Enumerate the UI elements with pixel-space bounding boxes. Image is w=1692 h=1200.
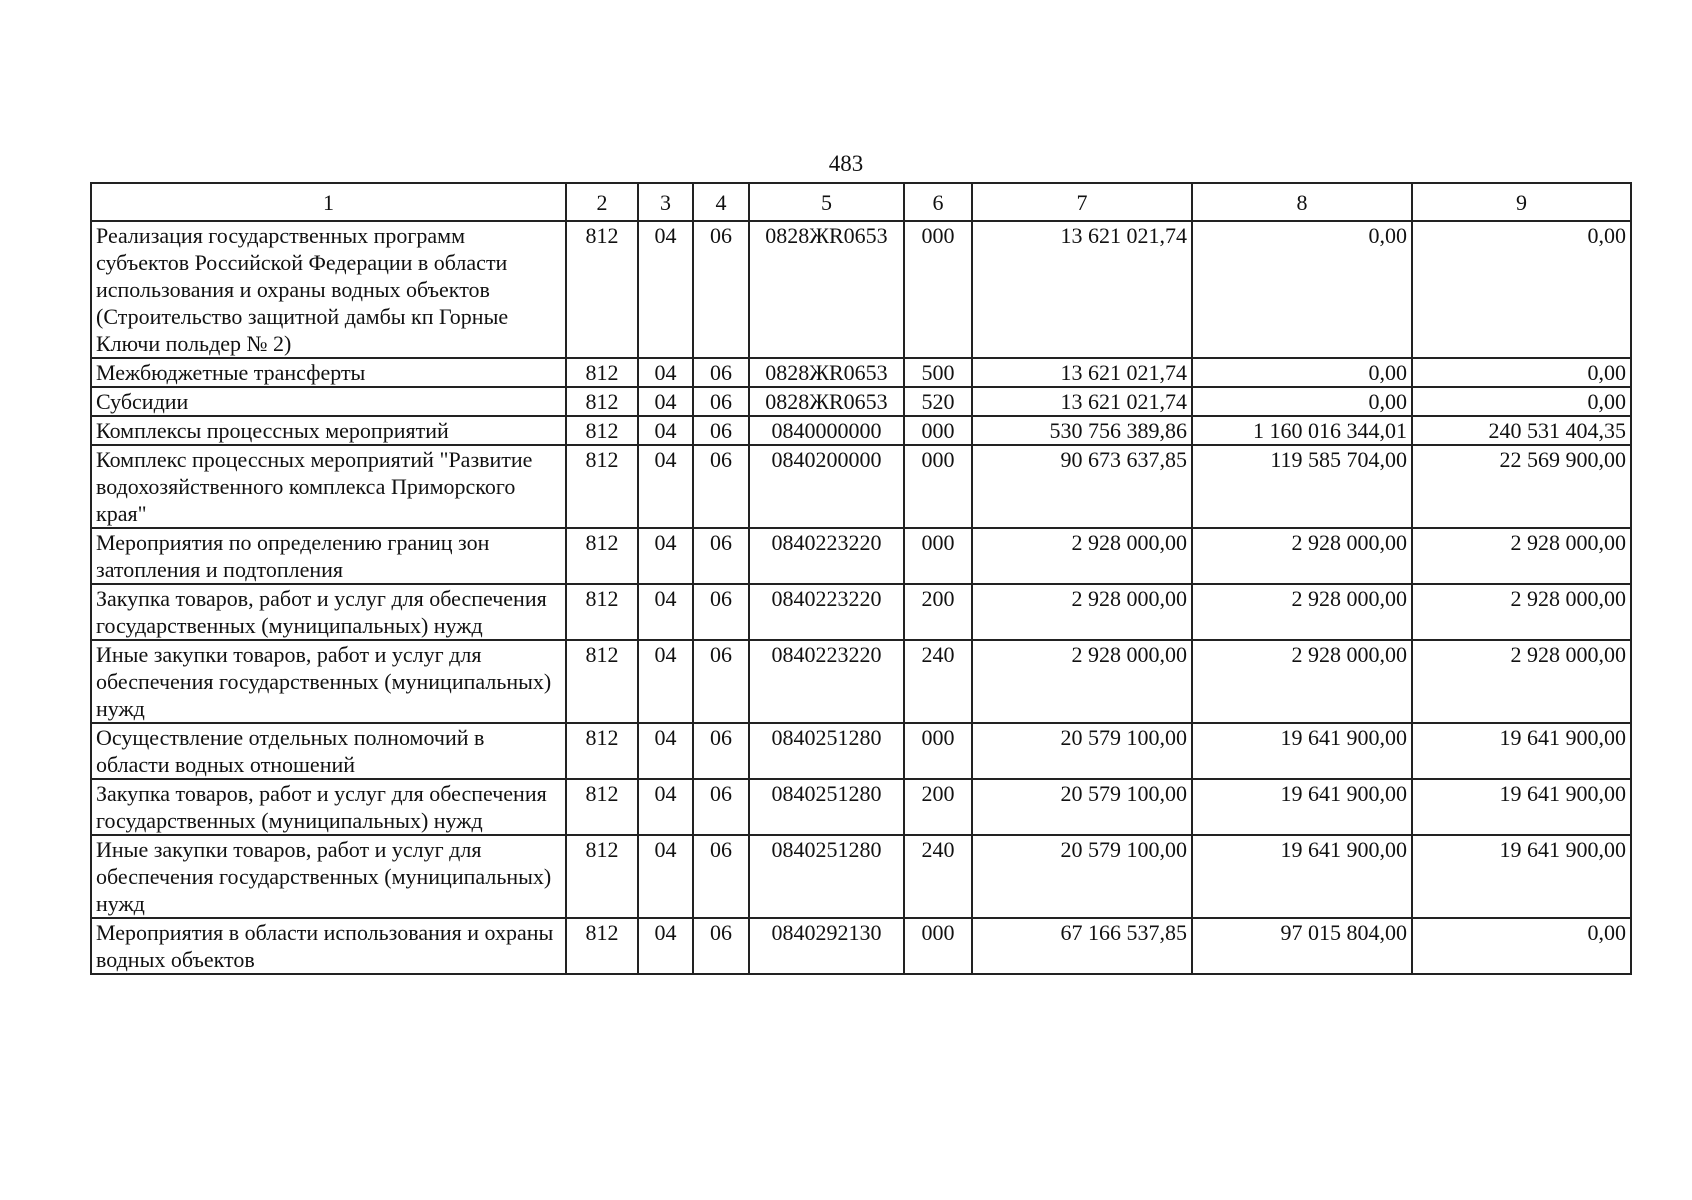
amount-col8-cell: 19 641 900,00 bbox=[1192, 723, 1412, 779]
table-row bbox=[91, 779, 1631, 835]
column-header: 1 bbox=[91, 183, 566, 221]
column-header: 3 bbox=[638, 183, 693, 221]
expense-type-code-cell: 000 bbox=[904, 221, 972, 358]
expense-type-code-cell: 000 bbox=[904, 445, 972, 528]
subsection-code-cell: 06 bbox=[693, 640, 749, 723]
column-header: 7 bbox=[972, 183, 1192, 221]
row-name-cell: Комплексы процессных мероприятий bbox=[91, 416, 566, 445]
page-number: 483 bbox=[828, 151, 864, 176]
subsection-code-cell: 06 bbox=[693, 416, 749, 445]
subsection-code-cell: 06 bbox=[693, 723, 749, 779]
amount-col8-cell: 0,00 bbox=[1192, 221, 1412, 358]
column-header: 4 bbox=[693, 183, 749, 221]
target-article-code-cell: 0840223220 bbox=[749, 584, 904, 640]
amount-col9-cell: 0,00 bbox=[1412, 387, 1631, 416]
subsection-code-cell: 06 bbox=[693, 835, 749, 918]
table-row bbox=[91, 416, 1631, 445]
amount-col7-cell: 20 579 100,00 bbox=[972, 835, 1192, 918]
section-code-cell: 812 bbox=[566, 584, 638, 640]
target-article-code-cell: 0840000000 bbox=[749, 416, 904, 445]
table-body bbox=[91, 221, 1631, 974]
chapter-code-cell: 04 bbox=[638, 445, 693, 528]
amount-col7-cell: 90 673 637,85 bbox=[972, 445, 1192, 528]
subsection-code-cell: 06 bbox=[693, 445, 749, 528]
row-name-cell: Иные закупки товаров, работ и услуг для обеспечения государственных (муниципальных) нужд bbox=[91, 835, 566, 918]
subsection-code-cell: 06 bbox=[693, 528, 749, 584]
target-article-code-cell: 0840200000 bbox=[749, 445, 904, 528]
section-code-cell: 812 bbox=[566, 358, 638, 387]
amount-col7-cell: 2 928 000,00 bbox=[972, 584, 1192, 640]
section-code-cell: 812 bbox=[566, 779, 638, 835]
column-header: 8 bbox=[1192, 183, 1412, 221]
row-name-cell: Иные закупки товаров, работ и услуг для обеспечения государственных (муниципальных) нужд bbox=[91, 640, 566, 723]
table-row bbox=[91, 918, 1631, 974]
subsection-code-cell: 06 bbox=[693, 221, 749, 358]
row-name-cell: Мероприятия по определению границ зон затопления и подтопления bbox=[91, 528, 566, 584]
amount-col8-cell: 19 641 900,00 bbox=[1192, 779, 1412, 835]
expense-type-code-cell: 000 bbox=[904, 723, 972, 779]
amount-col9-cell: 240 531 404,35 bbox=[1412, 416, 1631, 445]
section-code-cell: 812 bbox=[566, 445, 638, 528]
amount-col8-cell: 0,00 bbox=[1192, 358, 1412, 387]
amount-col9-cell: 0,00 bbox=[1412, 358, 1631, 387]
amount-col9-cell: 2 928 000,00 bbox=[1412, 640, 1631, 723]
amount-col8-cell: 2 928 000,00 bbox=[1192, 528, 1412, 584]
row-name-cell: Межбюджетные трансферты bbox=[91, 358, 566, 387]
amount-col7-cell: 2 928 000,00 bbox=[972, 528, 1192, 584]
table-row bbox=[91, 528, 1631, 584]
amount-col9-cell: 0,00 bbox=[1412, 918, 1631, 974]
target-article-code-cell: 0840292130 bbox=[749, 918, 904, 974]
row-name-cell: Мероприятия в области использования и охраны водных объектов bbox=[91, 918, 566, 974]
chapter-code-cell: 04 bbox=[638, 358, 693, 387]
target-article-code-cell: 0840251280 bbox=[749, 723, 904, 779]
expense-type-code-cell: 000 bbox=[904, 528, 972, 584]
chapter-code-cell: 04 bbox=[638, 416, 693, 445]
amount-col7-cell: 530 756 389,86 bbox=[972, 416, 1192, 445]
column-header: 6 bbox=[904, 183, 972, 221]
amount-col8-cell: 2 928 000,00 bbox=[1192, 584, 1412, 640]
target-article-code-cell: 0840223220 bbox=[749, 528, 904, 584]
amount-col7-cell: 13 621 021,74 bbox=[972, 358, 1192, 387]
table-row bbox=[91, 358, 1631, 387]
row-name-cell: Закупка товаров, работ и услуг для обеспечения государственных (муниципальных) нужд bbox=[91, 779, 566, 835]
expense-type-code-cell: 000 bbox=[904, 416, 972, 445]
amount-col8-cell: 0,00 bbox=[1192, 387, 1412, 416]
amount-col8-cell: 2 928 000,00 bbox=[1192, 640, 1412, 723]
subsection-code-cell: 06 bbox=[693, 779, 749, 835]
amount-col7-cell: 67 166 537,85 bbox=[972, 918, 1192, 974]
table-row bbox=[91, 835, 1631, 918]
target-article-code-cell: 0828ЖR0653 bbox=[749, 358, 904, 387]
section-code-cell: 812 bbox=[566, 723, 638, 779]
table-row bbox=[91, 723, 1631, 779]
section-code-cell: 812 bbox=[566, 835, 638, 918]
subsection-code-cell: 06 bbox=[693, 358, 749, 387]
table-row bbox=[91, 584, 1631, 640]
row-name-cell: Субсидии bbox=[91, 387, 566, 416]
chapter-code-cell: 04 bbox=[638, 221, 693, 358]
section-code-cell: 812 bbox=[566, 640, 638, 723]
amount-col9-cell: 19 641 900,00 bbox=[1412, 723, 1631, 779]
section-code-cell: 812 bbox=[566, 387, 638, 416]
target-article-code-cell: 0828ЖR0653 bbox=[749, 221, 904, 358]
column-header: 2 bbox=[566, 183, 638, 221]
table-row bbox=[91, 445, 1631, 528]
chapter-code-cell: 04 bbox=[638, 584, 693, 640]
target-article-code-cell: 0828ЖR0653 bbox=[749, 387, 904, 416]
target-article-code-cell: 0840251280 bbox=[749, 835, 904, 918]
expense-type-code-cell: 000 bbox=[904, 918, 972, 974]
chapter-code-cell: 04 bbox=[638, 918, 693, 974]
amount-col9-cell: 2 928 000,00 bbox=[1412, 528, 1631, 584]
target-article-code-cell: 0840223220 bbox=[749, 640, 904, 723]
row-name-cell: Закупка товаров, работ и услуг для обеспечения государственных (муниципальных) нужд bbox=[91, 584, 566, 640]
chapter-code-cell: 04 bbox=[638, 779, 693, 835]
row-name-cell: Осуществление отдельных полномочий в области водных отношений bbox=[91, 723, 566, 779]
budget-table bbox=[90, 182, 1632, 975]
subsection-code-cell: 06 bbox=[693, 387, 749, 416]
table-row bbox=[91, 640, 1631, 723]
amount-col7-cell: 2 928 000,00 bbox=[972, 640, 1192, 723]
amount-col9-cell: 19 641 900,00 bbox=[1412, 835, 1631, 918]
chapter-code-cell: 04 bbox=[638, 640, 693, 723]
amount-col7-cell: 13 621 021,74 bbox=[972, 387, 1192, 416]
section-code-cell: 812 bbox=[566, 416, 638, 445]
target-article-code-cell: 0840251280 bbox=[749, 779, 904, 835]
amount-col9-cell: 2 928 000,00 bbox=[1412, 584, 1631, 640]
chapter-code-cell: 04 bbox=[638, 723, 693, 779]
expense-type-code-cell: 200 bbox=[904, 779, 972, 835]
amount-col7-cell: 13 621 021,74 bbox=[972, 221, 1192, 358]
subsection-code-cell: 06 bbox=[693, 584, 749, 640]
chapter-code-cell: 04 bbox=[638, 387, 693, 416]
amount-col8-cell: 19 641 900,00 bbox=[1192, 835, 1412, 918]
subsection-code-cell: 06 bbox=[693, 918, 749, 974]
expense-type-code-cell: 500 bbox=[904, 358, 972, 387]
amount-col9-cell: 19 641 900,00 bbox=[1412, 779, 1631, 835]
column-header: 5 bbox=[749, 183, 904, 221]
table-row bbox=[91, 221, 1631, 358]
row-name-cell: Реализация государственных программ субъектов Российской Федерации в области использования и охраны водных объектов (Строительство защитной дамбы кп Горные Ключи польдер № 2) bbox=[91, 221, 566, 358]
expense-type-code-cell: 240 bbox=[904, 835, 972, 918]
expense-type-code-cell: 200 bbox=[904, 584, 972, 640]
chapter-code-cell: 04 bbox=[638, 835, 693, 918]
expense-type-code-cell: 240 bbox=[904, 640, 972, 723]
amount-col7-cell: 20 579 100,00 bbox=[972, 723, 1192, 779]
expense-type-code-cell: 520 bbox=[904, 387, 972, 416]
chapter-code-cell: 04 bbox=[638, 528, 693, 584]
column-numbers-row bbox=[91, 183, 1631, 221]
amount-col9-cell: 0,00 bbox=[1412, 221, 1631, 358]
section-code-cell: 812 bbox=[566, 221, 638, 358]
amount-col8-cell: 97 015 804,00 bbox=[1192, 918, 1412, 974]
amount-col7-cell: 20 579 100,00 bbox=[972, 779, 1192, 835]
column-header: 9 bbox=[1412, 183, 1631, 221]
amount-col9-cell: 22 569 900,00 bbox=[1412, 445, 1631, 528]
amount-col8-cell: 119 585 704,00 bbox=[1192, 445, 1412, 528]
section-code-cell: 812 bbox=[566, 528, 638, 584]
table-row bbox=[91, 387, 1631, 416]
table-header bbox=[91, 183, 1631, 221]
section-code-cell: 812 bbox=[566, 918, 638, 974]
row-name-cell: Комплекс процессных мероприятий "Развитие водохозяйственного комплекса Приморского края" bbox=[91, 445, 566, 528]
amount-col8-cell: 1 160 016 344,01 bbox=[1192, 416, 1412, 445]
